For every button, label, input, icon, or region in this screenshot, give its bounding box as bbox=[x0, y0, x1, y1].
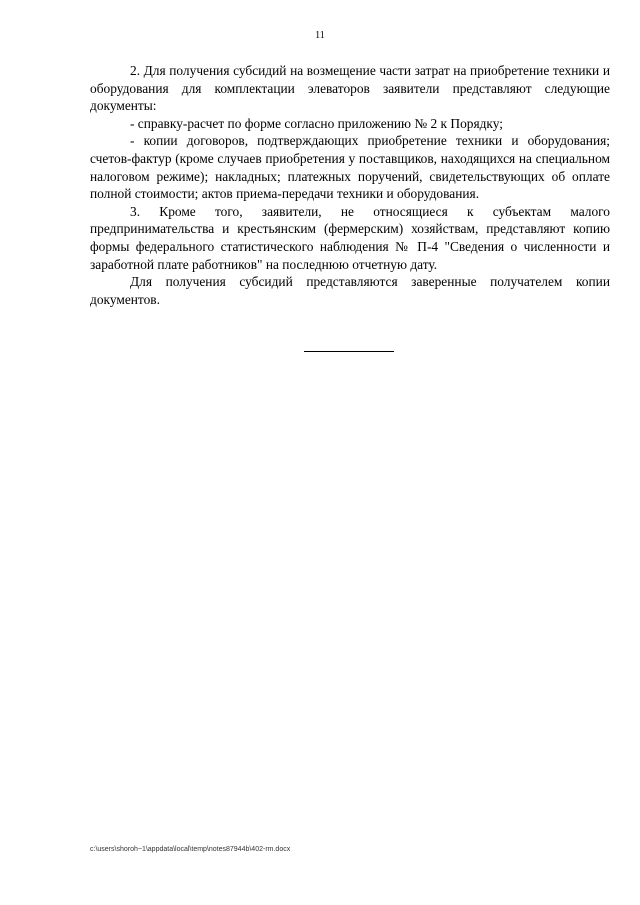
end-separator-line bbox=[304, 351, 394, 352]
list-item-contracts: - копии договоров, подтверждающих приобретение техники и оборудования; счетов-фактур (кроме случаев приобретения у поставщиков, находящихся на специальном налоговом режиме); накладных; платежных поручений, свидетельствующих об оплате полной стоимости; актов приема-передачи техники и оборудования. bbox=[90, 133, 610, 202]
paragraph-item-2: 2. Для получения субсидий на возмещение части затрат на приобретение техники и оборудования для комплектации элеваторов заявители представляют следующие документы: bbox=[90, 63, 610, 114]
footer-file-path: c:\users\shoroh~1\appdata\local\temp\notes87944b\402-rm.docx bbox=[90, 846, 291, 853]
page-number: 11 bbox=[315, 30, 325, 41]
paragraph-item-3: 3. Кроме того, заявители, не относящиеся к субъектам малого предпринимательства и крестьянским (фермерским) хозяйствам, представляют копию формы федерального статистического наблюдения № П-4 "Сведения о численности и заработной плате работников" на последнюю отчетную дату. bbox=[90, 203, 610, 272]
document-body bbox=[90, 62, 610, 308]
paragraph-certified-copies: Для получения субсидий представляются заверенные получателем копии документов. bbox=[90, 274, 610, 307]
list-item-calculation: - справку-расчет по форме согласно приложению № 2 к Порядку; bbox=[130, 115, 503, 131]
